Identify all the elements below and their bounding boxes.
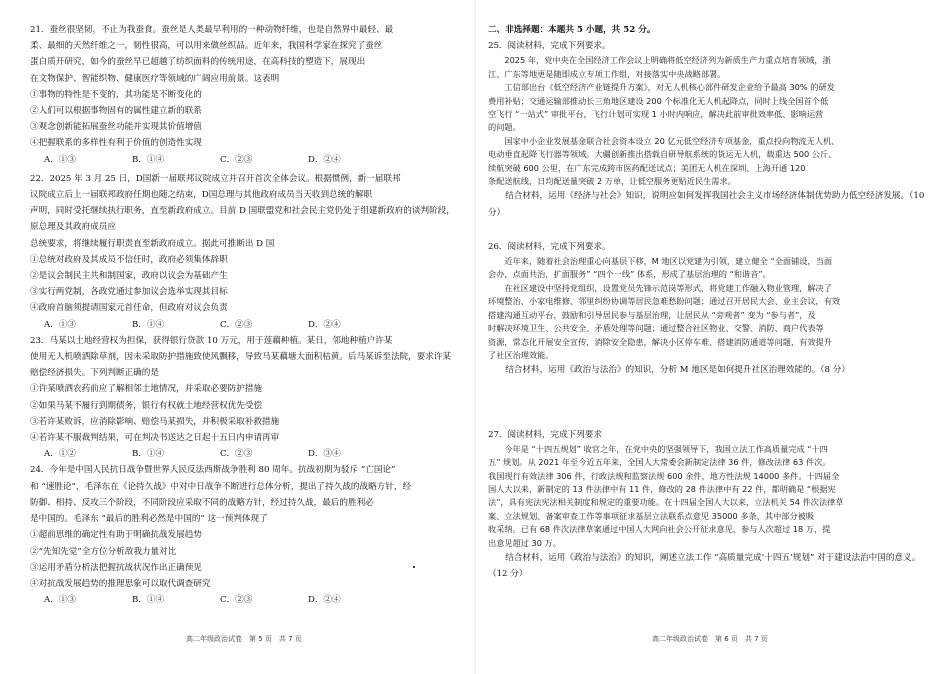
q22-option-b: B．①④ bbox=[132, 319, 165, 330]
q24-stem-line: 是中国的。毛泽东 “最后的胜利必然是中国的” 这一预判体现了 bbox=[30, 514, 268, 525]
q23-stem-line: 使用无人机喷洒除草剂，因未采取防护措施致使风飘移，导致马某藕塘大面积枯黄。后马某诉至法院，要求许某 bbox=[30, 352, 452, 363]
q23-option-b: B．①④ bbox=[132, 449, 165, 460]
q25-heading: 25．阅读材料，完成下列要求。 bbox=[488, 41, 611, 52]
q25-material-line: 江、广东等地更是随即成立专项工作组，对接落实中央战略部署。 bbox=[488, 68, 726, 79]
q24-option-b: B．①④ bbox=[132, 595, 165, 606]
q25-material-line: 工信部出台《低空经济产业链提升方案》，对无人机核心部件研发企业给予最高 30% 的研发 bbox=[504, 82, 835, 93]
q27-material-line: 我国现行有效法律 306 件，行政法规和监察法规 600 余件，地方性法规 14000 多件。十四届全 bbox=[488, 470, 840, 481]
q23-stem-line: 23．马某以土地经营权为担保，获得银行贷款 10 万元，用于莲藕种植。某日，邻地种植户许某 bbox=[30, 335, 393, 346]
q23-item: ④若许某不服裁判结果，可在判决书送达之日起十五日内申请再审 bbox=[30, 433, 280, 444]
left-page bbox=[0, 0, 474, 674]
q23-stem-line: 赔偿经济损失。下列判断正确的是 bbox=[30, 368, 159, 379]
q24-item: ①超前思维的确定性有助于明确抗战发展趋势 bbox=[30, 530, 202, 541]
q26-material-line: 资源，常态化开展安全宣传，消除安全隐患，解决小区停车难、搭建消防通道等问题，有效提升 bbox=[488, 336, 832, 347]
q26-material-line: 搭建沟通互动平台，鼓励和引导居民参与基层治理，让居民从 “旁观者” 变为 “参与者”，及 bbox=[488, 309, 816, 320]
q25-material-line: 2025 年，党中央在全国经济工作会议上明确将低空经济列为新质生产力重点培育领域，浙 bbox=[504, 55, 831, 66]
q21-option-c: C．②③ bbox=[220, 154, 253, 165]
q22-stem-line: 总统要求，将继续履行职责直至新政府成立。据此可推断出 D 国 bbox=[30, 238, 275, 249]
q26-material-line: 在社区建设中坚持党组织，设置党员先锋示范岗等形式，将党建工作融入物业管理，解决了 bbox=[504, 282, 832, 293]
q26-material-line: 时解决环境卫生、公共安全、矛盾处理等问题；通过整合社区物业、交警、消防、商户代表等 bbox=[488, 323, 824, 334]
q26-heading: 26．阅读材料，完成下列要求。 bbox=[488, 241, 611, 252]
q24-stem-line: 24．今年是中国人民抗日战争暨世界人民反法西斯战争胜利 80 周年。抗战初期为驳斥 “亡国论” bbox=[30, 465, 396, 476]
section-heading: 二、非选择题：本题共 5 小题，共 52 分。 bbox=[488, 25, 656, 35]
q21-stem-line: 柔、最细的天然纤维之一，韧性很高，可以用来做丝织品。近年来，我国科学家在探究了蚕丝 bbox=[30, 41, 383, 52]
q22-item: ③实行两党制，各政党通过参加议会选举实现其目标 bbox=[30, 287, 228, 298]
q21-option-b: B．①④ bbox=[132, 154, 165, 165]
q24-stem-line: 和 “速胜论”，毛泽东在《论持久战》中对中日战争不断进行总体分析，提出了持久战的战略方针，经 bbox=[30, 481, 412, 492]
q21-item: ①事物的特性是不变的，其功能是不断变化的 bbox=[30, 89, 202, 100]
question-24 bbox=[30, 462, 460, 608]
q24-option-c: C．②③ bbox=[220, 595, 253, 606]
q23-item: ①许某喷洒农药前应了解相邻土地情况，并采取必要防护措施 bbox=[30, 384, 263, 395]
q25-material-line: 空飞行 “一站式” 审批平台，飞行计划可实现 1 小时内响应，解决此前审批效率低、影响运营 bbox=[488, 109, 824, 120]
right-page-footer: 高二年级政治试卷 第 6 页 共 7 页 bbox=[652, 635, 768, 643]
q27-material-line: 今年是 “十四五规划” 收官之年，在党中央的坚强领导下，我国立法工作高质量完成 “十四 bbox=[504, 443, 828, 454]
q21-stem-line: 21．蚕丝很坚韧，不止为我蚕食。蚕丝是人类最早利用的一种动物纤维，也是自然界中最轻、最 bbox=[30, 25, 394, 35]
q24-stem-line: 防御、相持、反攻三个阶段，不同阶段应采取不同的战略方针，经过持久战，最后的胜利必 bbox=[30, 497, 374, 508]
q25-material-line: 国家中小企业发展基金联合社会资本设立 20 亿元低空经济专项基金，重点投向物流无人机、 bbox=[504, 135, 840, 146]
q21-item: ④把握联系的多样性有利于价值的创造性实现 bbox=[30, 138, 202, 149]
q27-material-line: 收采纳。已有 68 件次法律草案通过中国人大网向社会公开征求意见，参与人次超过 18 万，提 bbox=[488, 524, 831, 535]
q25-material-line: 续航突破 600 公里，在广东完成跨市医药配送试点；美团无人机在深圳、上海开通 120 bbox=[488, 162, 806, 173]
q27-material-line: 五” 规划。从 2021 年至今近五年来，全国人大常委会新制定法律 36 件，修改法律 63 件次。 bbox=[488, 457, 831, 468]
q24-option-d: D．②④ bbox=[308, 595, 341, 606]
q24-options bbox=[44, 592, 460, 608]
q22-option-c: C．②③ bbox=[220, 319, 253, 330]
left-page-footer: 高二年级政治试卷 第 5 页 共 7 页 bbox=[186, 635, 302, 643]
q25-question: 结合材料，运用《经济与社会》知识，说明应如何发挥我国社会主义市场经济体制优势助力低空经济发展。（10 分） bbox=[488, 191, 928, 218]
q22-stem-line: 声明，同时受托继续执行职务，直至新政府成立。目前 D 国联盟党和社会民主党仍处于组建新政府的谈判阶段，原总理及其政府成员应 bbox=[30, 206, 455, 233]
q22-option-d: D．②④ bbox=[308, 319, 341, 330]
q24-item: ③运用矛盾分析法把握抗战状况作出正确预见 bbox=[30, 562, 202, 573]
q22-stem-line: 22．2025 年 3 月 25 日，D国新一届联邦议院成立并召开首次全体会议。根据惯例，新一届联邦 bbox=[30, 173, 401, 184]
scan-dot bbox=[413, 566, 415, 568]
q24-item: ④对抗战发展趋势的推理思象可以取代调查研究 bbox=[30, 578, 211, 589]
q21-options bbox=[44, 152, 460, 168]
q21-stem-line: 在文物保护、智能织物、健康医疗等领域的广阔应用前景。这表明 bbox=[30, 73, 280, 84]
q23-option-d: D．③④ bbox=[308, 449, 341, 460]
q21-item: ③观念创新能拓展蚕丝功能并实现其价值增值 bbox=[30, 122, 202, 133]
question-21 bbox=[30, 22, 460, 168]
q23-item: ③若许某败诉，应消除影响、赔偿马某损失，并积极采取补救措施 bbox=[30, 416, 280, 427]
question-23 bbox=[30, 333, 460, 463]
question-27 bbox=[488, 427, 928, 583]
q21-option-d: D．②④ bbox=[308, 154, 341, 165]
q24-item: ②“先知先觉”全方位分析敌我力量对比 bbox=[30, 546, 177, 557]
q23-options bbox=[44, 446, 460, 462]
q27-material-line: 出意见超过 30 万。 bbox=[488, 537, 561, 548]
right-page bbox=[476, 0, 950, 674]
q26-material-line: 环境整治、小家电维修、邻里纠纷协调等居民急难愁盼问题；通过召开居民大会、业主会议，有效 bbox=[488, 296, 841, 307]
q27-material-line: 法”，具有宪法宪法相关制度和规定的重要功能。在十四届全国人大以来，立法机关 54 件次法律草 bbox=[488, 497, 844, 508]
q25-material-line: 条配送航线，日均配送量突破 2 万单，让低空服务更贴近民生需求。 bbox=[488, 176, 736, 187]
q25-material-line: 费用补贴；交通运输部推动长三角地区建设 200 个标准化无人机起降点，同时上线全国首个低 bbox=[488, 95, 829, 106]
q22-item: ②是议会制民主共和制国家，政府以议会为基础产生 bbox=[30, 271, 228, 282]
q27-material-line: 国人大以来，新制定的 13 件法律中有 11 件，修改的 28 件法律中有 22 件，都明确是 “根据宪 bbox=[488, 483, 836, 494]
q22-item: ④政府首脑须提请国家元首任命，但政府对议会负责 bbox=[30, 303, 228, 314]
q22-option-a: A．①③ bbox=[44, 319, 76, 330]
q26-material-line: 近年来，随着社会治理重心向基层下移，M 地区以党建为引领，建立健全 “全面铺设，当面 bbox=[504, 256, 833, 267]
q21-item: ②人们可以根据事物固有的属性建立新的联系 bbox=[30, 106, 202, 117]
q25-material-line: 的问题。 bbox=[488, 122, 521, 133]
q23-item: ②如果马某不履行到期债务，银行有权就土地经营权优先受偿 bbox=[30, 400, 263, 411]
q21-option-a: A．①③ bbox=[44, 154, 76, 165]
q26-material-line: 会办，点面共治，扩面服务” “四个一线” 体系，形成了基层治理的 “和谐音”。 bbox=[488, 269, 771, 280]
q23-option-a: A．①② bbox=[44, 449, 76, 460]
q22-options bbox=[44, 317, 460, 333]
question-22 bbox=[30, 171, 460, 333]
q27-question: 结合材料，运用《政治与法治》的知识，阐述立法工作 “高质量完成‘十四五’规划” 对于建设法治中国的意义。（12 分） bbox=[488, 552, 921, 580]
q25-material-line: 电动垂直起降飞行器等领域。大疆创新推出搭载自研导航系统的货运无人机，载重达 500 公斤、 bbox=[488, 149, 837, 160]
q27-material-line: 案、立法规划、备案审查工作等事项征求基层立法联系点意见 35000 多条，其中部分被吸 bbox=[488, 510, 815, 521]
left-column bbox=[30, 22, 460, 608]
q26-material-line: 了社区治理效能。 bbox=[488, 349, 554, 360]
q24-option-a: A．①③ bbox=[44, 595, 76, 606]
question-26 bbox=[488, 239, 928, 379]
q27-heading: 27．阅读材料，完成下列要求 bbox=[488, 429, 603, 440]
q22-stem-line: 议院成立后上一届联邦政府任期也随之结束，D国总理与其他政府成员当天收到总统的解职 bbox=[30, 190, 373, 201]
right-column bbox=[488, 22, 928, 582]
q26-question: 结合材料，运用《政治与法治》的知识，分析 M 地区是如何提升社区治理效能的。（8 分） bbox=[505, 365, 850, 376]
q22-item: ①总统对政府及其成员不信任时，政府必须集体辞职 bbox=[30, 254, 228, 265]
q21-stem-line: 蛋白质开研究，如今的蚕丝早已超越了纺织面料的传统用途，在高科技的塑造下，展现出 bbox=[30, 57, 366, 68]
question-25 bbox=[488, 38, 928, 221]
q23-option-c: C．②③ bbox=[220, 449, 253, 460]
